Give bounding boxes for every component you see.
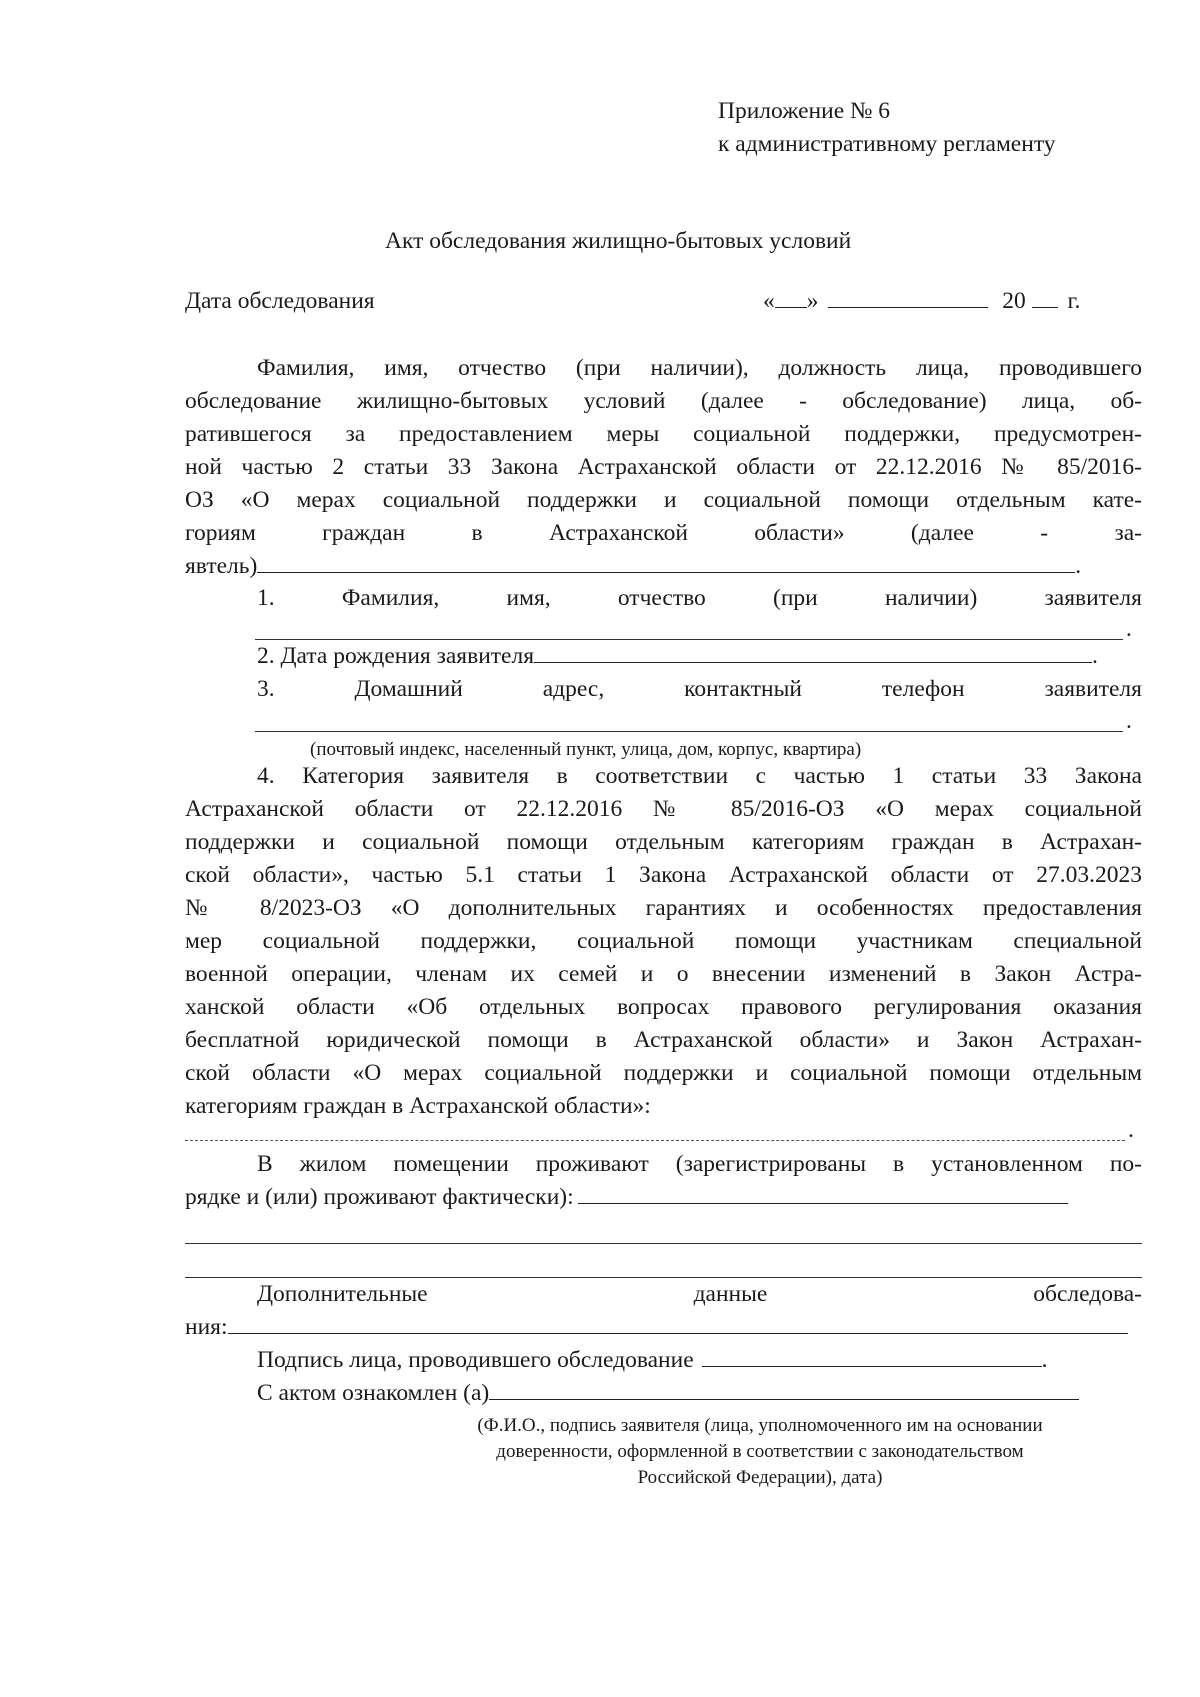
additional-data-blank[interactable]: [228, 1333, 1128, 1334]
item-3-word: телефон: [881, 676, 965, 702]
item-4-line-1: 4. Категория заявителя в соответствии с частью 1 статьи 33 Закона: [257, 763, 1142, 789]
survey-date-label: Дата обследования: [185, 288, 375, 314]
intro-line-6: гориям граждан в Астраханской области» (далее - за-: [185, 520, 1142, 546]
additional-data-label: [257, 1278, 1142, 1311]
item-4-last-line: категориям граждан в Астраханской области»:: [185, 1093, 651, 1119]
item-4-line-9: бесплатной юридической помощи в Астраханской области» и Закон Астрахан-: [185, 1027, 1142, 1053]
item-3-word: адрес,: [542, 676, 605, 702]
surveyor-name-blank[interactable]: [257, 572, 1075, 573]
item-4-end: .: [1128, 1117, 1134, 1143]
signature-end: .: [1041, 1347, 1048, 1373]
document-title: Акт обследования жилищно-бытовых условий: [385, 228, 852, 254]
intro-end: .: [1075, 553, 1082, 579]
item-4-line-10: ской области «О мерах социальной поддержки и социальной помощи отдельным: [185, 1060, 1142, 1086]
item-4-line-3: поддержки и социальной помощи отдельным категориям граждан в Астрахан-: [185, 829, 1142, 855]
item-1-label: [257, 582, 1142, 615]
year-prefix: 20: [1002, 288, 1026, 314]
residents-line-2: [185, 1181, 1068, 1214]
item-1-word: отчество: [617, 585, 706, 611]
year-suffix: г.: [1067, 288, 1081, 314]
intro-line-4: ной частью 2 статьи 33 Закона Астраханской области от 22.12.2016 № 85/2016-: [185, 454, 1142, 480]
item-1-number: 1.: [257, 585, 275, 611]
birth-date-blank[interactable]: [534, 662, 1092, 663]
item-4-line-8: ханской области «Об отдельных вопросах правового регулирования оказания: [185, 994, 1142, 1020]
acquainted-hint-3: Российской Федерации), дата): [637, 1467, 883, 1488]
open-quote: «: [763, 288, 775, 314]
signature-label: Подпись лица, проводившего обследование: [257, 1347, 694, 1373]
additional-word: Дополнительные: [257, 1281, 428, 1307]
acquainted-hint-1: (Ф.И.О., подпись заявителя (лица, уполномоченного им на основании: [477, 1415, 1043, 1436]
intro-line-1: Фамилия, имя, отчество (при наличии), должность лица, проводившего: [257, 355, 1142, 381]
year-blank[interactable]: [1032, 307, 1058, 308]
additional-word: обследова-: [1033, 1281, 1142, 1307]
appendix-subtitle: к административному регламенту: [718, 131, 1056, 157]
birth-date-label: 2. Дата рождения заявителя: [257, 643, 535, 669]
item-4-line-7: военной операции, членам их семей и о внесении изменений в Закон Астра-: [185, 961, 1142, 987]
intro-line-2: обследование жилищно-бытовых условий (далее - обследование) лица, об-: [185, 388, 1142, 414]
additional-word: данные: [693, 1281, 768, 1307]
acquainted-row: [257, 1377, 1079, 1410]
intro-line-5: ОЗ «О мерах социальной поддержки и социальной помощи отдельным кате-: [185, 487, 1142, 513]
item-4-line-5: № 8/2023-ОЗ «О дополнительных гарантиях и особенностях предоставления: [185, 895, 1142, 921]
appendix-number: Приложение № 6: [718, 98, 891, 124]
acquainted-label: С актом ознакомлен (а): [257, 1380, 490, 1406]
item-3-end: .: [1126, 708, 1132, 734]
item-3-label: [257, 673, 1142, 706]
survey-date-field[interactable]: [763, 285, 1080, 318]
additional-cont: ния:: [185, 1314, 228, 1340]
item-1-word: Фамилия,: [341, 585, 440, 611]
item-4-line-6: мер социальной поддержки, социальной помощи участникам специальной: [185, 928, 1142, 954]
item-4-line-2: Астраханской области от 22.12.2016 № 85/2016-ОЗ «О мерах социальной: [185, 796, 1142, 822]
acquainted-blank[interactable]: [489, 1399, 1079, 1400]
item-2-row: [257, 640, 1098, 673]
address-hint: (почтовый индекс, населенный пункт, улица, дом, корпус, квартира): [310, 739, 862, 760]
month-blank[interactable]: [828, 307, 988, 308]
address-phone-blank[interactable]: [255, 731, 1123, 732]
item-1-word: имя,: [506, 585, 551, 611]
acquainted-hint-2: доверенности, оформленной в соответствии с законодательством: [496, 1441, 1024, 1462]
item-3-number: 3.: [257, 676, 275, 702]
category-blank[interactable]: [185, 1140, 1125, 1141]
additional-data-row: [185, 1311, 1128, 1344]
residents-label: рядке и (или) проживают фактически):: [185, 1184, 574, 1210]
item-1-end: .: [1126, 616, 1132, 642]
item-2-end: .: [1092, 643, 1098, 669]
item-4-line-4: ской области», частью 5.1 статьи 1 Закона Астраханской области от 27.03.2023: [185, 862, 1142, 888]
signature-blank[interactable]: [702, 1366, 1042, 1367]
item-1-word: (при: [773, 585, 818, 611]
residents-line-1: В жилом помещении проживают (зарегистрированы в установленном по-: [257, 1151, 1142, 1177]
signature-row: [257, 1344, 1048, 1377]
day-blank[interactable]: [775, 307, 807, 308]
item-3-word: контактный: [684, 676, 802, 702]
residents-blank-2[interactable]: [185, 1243, 1142, 1244]
close-quote: »: [806, 288, 819, 314]
intro-line-3: ратившегося за предоставлением меры социальной поддержки, предусмотрен-: [185, 421, 1142, 447]
item-3-word: заявителя: [1044, 676, 1142, 702]
item-1-word: заявителя: [1044, 585, 1142, 611]
intro-last-line: [185, 550, 1081, 583]
intro-last-word: явтель): [185, 553, 258, 579]
residents-blank[interactable]: [578, 1203, 1068, 1204]
item-3-word: Домашний: [354, 676, 463, 702]
item-1-word: наличии): [884, 585, 978, 611]
